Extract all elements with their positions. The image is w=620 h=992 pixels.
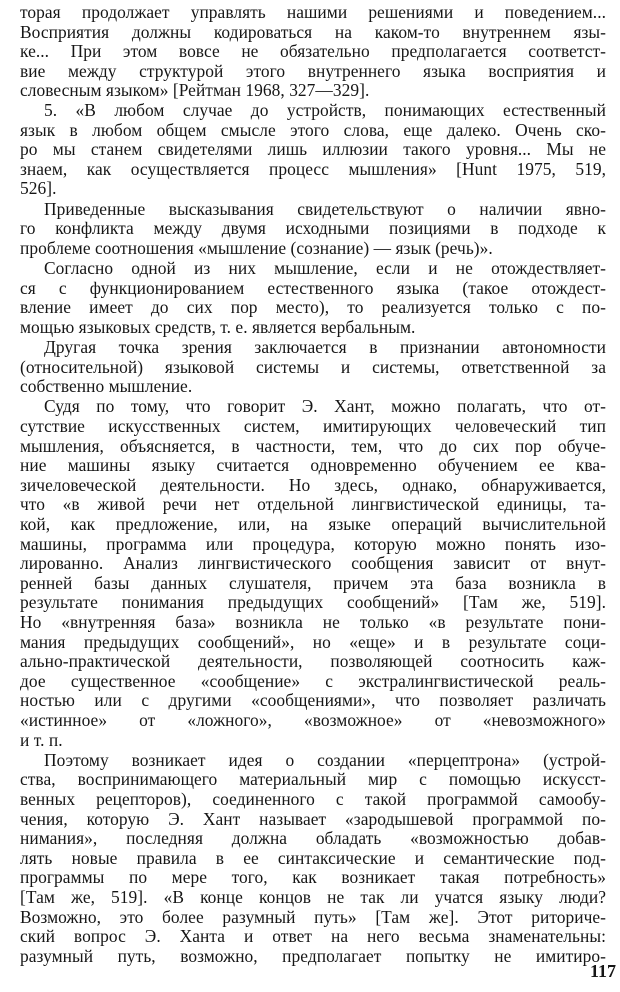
- text-line: результате понимания предыдущих сообщений» [Там же, 519].: [20, 592, 606, 613]
- text-line: Возможно, это более разумный путь» [Там же]. Этот риториче-: [20, 906, 606, 927]
- text-line: собственно мышление.: [20, 376, 193, 397]
- text-line: Судя по тому, что говорит Э. Хант, можно полагать, что от-: [44, 396, 606, 417]
- text-line: зичеловеческой деятельности. Но здесь, однако, обнаруживается,: [20, 474, 606, 495]
- text-line: ренней базы данных слушателя, причем эта база возникла в: [20, 572, 606, 593]
- text-line: ский вопрос Э. Ханта и ответ на него весьма знаменательны:: [20, 926, 606, 947]
- text-line: мания предыдущих сообщений», но «еще» и в результате соци-: [20, 631, 606, 652]
- text-line: вление имеет до сих пор место), то реализуется только с по-: [20, 297, 606, 318]
- text-line: чения, которую Э. Хант называет «зародышевой программой по-: [20, 808, 606, 829]
- text-line: знаем, как осуществляется процесс мышления» [Hunt 1975, 519,: [20, 158, 606, 179]
- text-line: сутствие искусственных систем, имитирующих человеческий тип: [20, 416, 606, 436]
- text-line: Согласно одной из них мышление, если и не отождествляет-: [44, 258, 606, 278]
- text-line: мощью языковых средств, т. е. является вербальным.: [20, 316, 416, 337]
- text-line: ства, воспринимающего материальный мир с помощью искусст-: [20, 769, 606, 790]
- text-line: вие между структурой этого внутреннего языка восприятия и: [20, 60, 606, 81]
- text-line: лированно. Анализ лингвистического сообщения зависит от внут-: [20, 553, 606, 574]
- text-line: лять новые правила в ее синтаксические и семантические под-: [20, 847, 606, 868]
- text-line: что «в живой речи нет отдельной лингвистической единицы, та-: [20, 494, 606, 515]
- text-line: ся с функционированием естественного языка (такое отождест-: [20, 277, 606, 298]
- text-line: язык в любом общем смысле этого слова, еще далеко. Очень ско-: [20, 119, 606, 140]
- text-line: ально-практической деятельности, позволяющей соотносить каж-: [20, 651, 606, 672]
- text-line: машины, программа или процедура, которую можно понять изо-: [20, 533, 606, 554]
- text-line: венных рецепторов), соединенного с такой программой самообу-: [20, 789, 606, 809]
- text-line: торая продолжает управлять нашими решениями и поведением...: [20, 2, 606, 22]
- text-line: Поэтому возникает идея о создании «перцептрона» (устрой-: [44, 749, 606, 770]
- text-line: ке... При этом вовсе не обязательно предполагается соответст-: [20, 41, 606, 62]
- text-line: Другая точка зрения заключается в признании автономности: [44, 337, 606, 357]
- text-line: (относительной) языковой системы и системы, ответственной за: [20, 356, 606, 377]
- text-line: дое существенное «сообщение» с экстралингвистической реаль-: [20, 670, 606, 691]
- text-line: кой, как предложение, или, на языке операций вычислительной: [20, 514, 606, 534]
- text-line: нимания», последняя должна обладать «возможностью добав-: [20, 828, 606, 849]
- text-line: ние машины языку считается одновременно обучением ее ква-: [20, 455, 606, 476]
- text-line: 5. «В любом случае до устройств, понимающих естественный: [44, 100, 606, 120]
- text-line: словесным языком» [Рейтман 1968, 327—329].: [20, 80, 370, 101]
- text-line: Но «внутренняя база» возникла не только «в результате пони-: [20, 612, 606, 632]
- text-line: и т. п.: [20, 729, 63, 750]
- text-line: ностью или с другими «сообщениями», что позволяет различать: [20, 690, 606, 711]
- text-line: Приведенные высказывания свидетельствуют о наличии явно-: [44, 198, 606, 219]
- text-line: го конфликта между двумя исходными позициями в подходе к: [20, 218, 606, 239]
- text-line: Восприятия должны кодироваться на каком-то внутреннем язы-: [20, 21, 606, 42]
- text-line: разумный путь, возможно, предполагает попытку не имитиро-: [20, 945, 606, 966]
- text-line: ро мы станем свидетелями лишь иллюзии такого уровня... Мы не: [20, 139, 606, 160]
- book-page: [20, 0, 606, 992]
- text-line: проблеме соотношения «мышление (сознание) — язык (речь)».: [20, 237, 493, 258]
- text-line: мышления, объясняется, в частности, тем, что до сих пор обуче-: [20, 435, 606, 456]
- text-line: «истинное» от «ложного», «возможное» от «невозможного»: [20, 710, 606, 730]
- text-line: 526].: [20, 178, 57, 199]
- page-number: 117: [589, 961, 616, 981]
- text-line: программы по мере того, как возникает такая потребность»: [20, 867, 606, 888]
- text-line: [Там же, 519]. «В конце концов не так ли учатся языку люди?: [20, 887, 606, 907]
